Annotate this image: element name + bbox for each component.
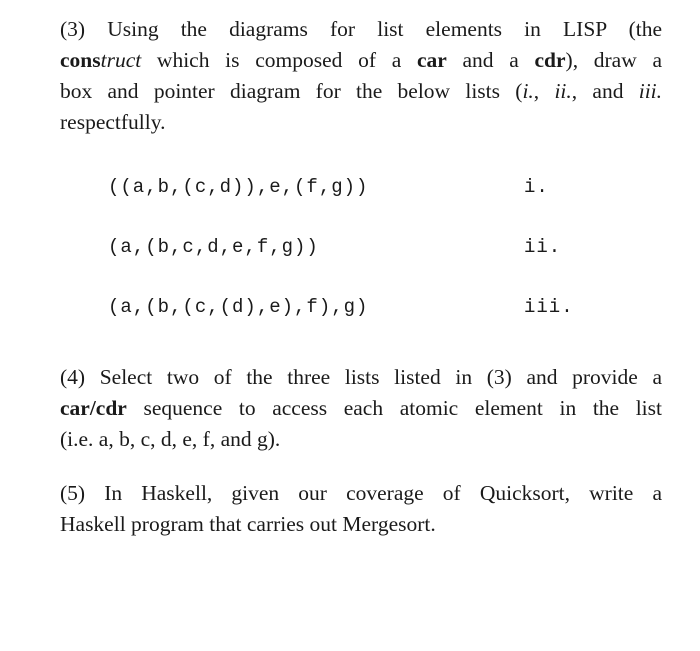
label-iii-italic: iii.	[638, 79, 663, 103]
q3-line-2-end: ), draw a	[565, 48, 662, 72]
q4-line-2-rest: sequence to access each atomic element in the list	[126, 396, 662, 420]
list-expression-ii: (a,(b,c,d,e,f,g))	[108, 236, 319, 258]
label-ii-italic: ii.	[554, 79, 572, 103]
question-4	[60, 362, 662, 455]
q4-line-2	[60, 393, 662, 424]
q3-line-3	[60, 76, 662, 107]
question-3	[60, 14, 662, 138]
q3-line-3-sep1: ,	[533, 79, 555, 103]
q3-line-3-pre: box and pointer diagram for the below lists (	[60, 79, 523, 103]
list-label-ii: ii.	[524, 236, 562, 258]
q3-line-4: respectfully.	[60, 110, 166, 134]
q4-line-1: (4) Select two of the three lists listed in (3) and provide a	[60, 365, 662, 389]
cdr-bold: cdr	[534, 48, 566, 72]
q3-line-3-sep2: , and	[571, 79, 639, 103]
car-cdr-bold: car/cdr	[60, 396, 127, 420]
label-i-italic: i.	[522, 79, 534, 103]
q3-line-2-mid2: and a	[446, 48, 535, 72]
list-expression-i: ((a,b,(c,d)),e,(f,g))	[108, 176, 369, 198]
q3-line-2	[60, 45, 662, 76]
q5-line-2: Haskell program that carries out Mergesort.	[60, 512, 436, 536]
q5-line-1: (5) In Haskell, given our coverage of Quicksort, write a	[60, 481, 662, 505]
question-5	[60, 478, 662, 540]
cons-bold: cons	[60, 48, 101, 72]
list-expression-iii: (a,(b,(c,(d),e),f),g)	[108, 296, 369, 318]
car-bold: car	[416, 48, 447, 72]
q3-line-2-mid1: which is composed of a	[141, 48, 417, 72]
list-label-i: i.	[524, 176, 549, 198]
q4-line-3: (i.e. a, b, c, d, e, f, and g).	[60, 427, 281, 451]
q3-line-1: (3) Using the diagrams for list elements in LISP (the	[60, 17, 662, 41]
list-label-iii: iii.	[524, 296, 574, 318]
truct-italic: truct	[100, 48, 142, 72]
